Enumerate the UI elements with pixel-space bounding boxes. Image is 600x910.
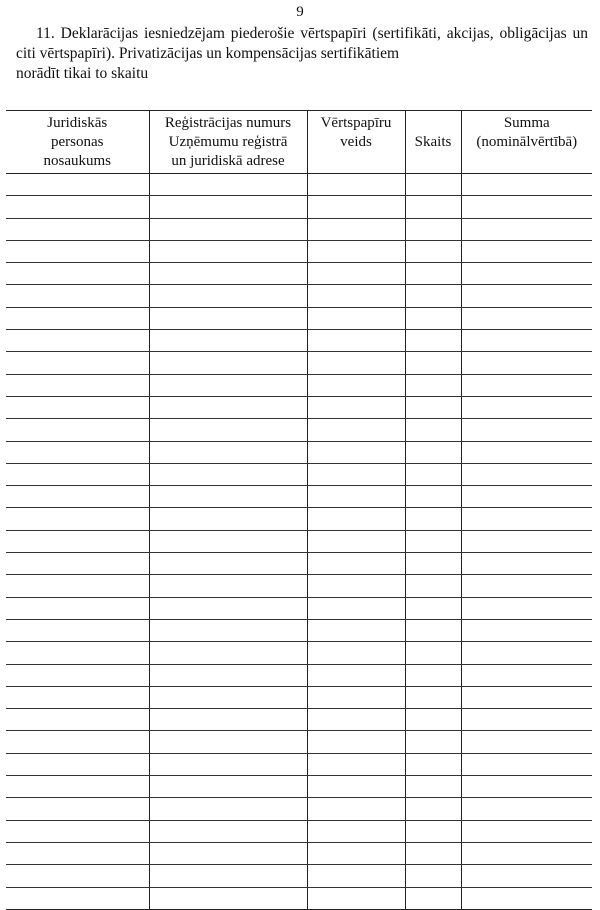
cell-security-type[interactable] [307, 575, 405, 597]
cell-registration-number[interactable] [149, 842, 307, 864]
cell-legal-entity-name[interactable] [6, 642, 149, 664]
table-row [6, 842, 592, 864]
cell-amount[interactable] [461, 798, 592, 820]
table-row [6, 240, 592, 262]
cell-amount[interactable] [461, 776, 592, 798]
table-row [6, 776, 592, 798]
cell-security-type[interactable] [307, 753, 405, 775]
table-row [6, 486, 592, 508]
securities-table [6, 110, 592, 910]
cell-amount[interactable] [461, 686, 592, 708]
cell-count[interactable] [405, 218, 461, 240]
cell-count[interactable] [405, 486, 461, 508]
cell-security-type[interactable] [307, 820, 405, 842]
table-row [6, 307, 592, 329]
cell-amount[interactable] [461, 218, 592, 240]
cell-amount[interactable] [461, 174, 592, 196]
col-header-amount: Summa (nominālvērtībā) [461, 111, 592, 174]
cell-amount[interactable] [461, 820, 592, 842]
table-row [6, 686, 592, 708]
cell-registration-number[interactable] [149, 374, 307, 396]
cell-amount[interactable] [461, 396, 592, 418]
cell-count[interactable] [405, 865, 461, 887]
cell-registration-number[interactable] [149, 441, 307, 463]
cell-legal-entity-name[interactable] [6, 798, 149, 820]
cell-security-type[interactable] [307, 263, 405, 285]
cell-legal-entity-name[interactable] [6, 776, 149, 798]
cell-security-type[interactable] [307, 664, 405, 686]
col-header-legal-entity-name: Juridiskās personas nosaukums [6, 111, 149, 174]
cell-security-type[interactable] [307, 842, 405, 864]
cell-count[interactable] [405, 619, 461, 641]
cell-legal-entity-name[interactable] [6, 285, 149, 307]
cell-security-type[interactable] [307, 240, 405, 262]
cell-registration-number[interactable] [149, 820, 307, 842]
table-row [6, 553, 592, 575]
table-row [6, 285, 592, 307]
cell-legal-entity-name[interactable] [6, 887, 149, 909]
cell-count[interactable] [405, 664, 461, 686]
cell-legal-entity-name[interactable] [6, 842, 149, 864]
table-row [6, 419, 592, 441]
col-header-security-type: Vērtspapīru veids [307, 111, 405, 174]
cell-amount[interactable] [461, 865, 592, 887]
table-row [6, 753, 592, 775]
cell-amount[interactable] [461, 731, 592, 753]
cell-security-type[interactable] [307, 508, 405, 530]
table-row [6, 218, 592, 240]
cell-registration-number[interactable] [149, 776, 307, 798]
cell-amount[interactable] [461, 709, 592, 731]
cell-amount[interactable] [461, 285, 592, 307]
cell-registration-number[interactable] [149, 530, 307, 552]
intro-text: 11. Deklarācijas iesniedzējam piederošie vērtspapīri (sertifikāti, akcijas, obligācijas un citi vērtspapīri). Privatizācijas un kompensācijas sertifikātiem [16, 25, 588, 62]
cell-legal-entity-name[interactable] [6, 419, 149, 441]
cell-legal-entity-name[interactable] [6, 686, 149, 708]
cell-legal-entity-name[interactable] [6, 240, 149, 262]
cell-count[interactable] [405, 240, 461, 262]
cell-count[interactable] [405, 597, 461, 619]
cell-count[interactable] [405, 887, 461, 909]
table-row [6, 597, 592, 619]
cell-count[interactable] [405, 196, 461, 218]
cell-security-type[interactable] [307, 619, 405, 641]
cell-count[interactable] [405, 508, 461, 530]
cell-legal-entity-name[interactable] [6, 664, 149, 686]
cell-registration-number[interactable] [149, 686, 307, 708]
intro-text-line2: norādīt tikai to skaitu [16, 65, 149, 82]
cell-count[interactable] [405, 820, 461, 842]
cell-registration-number[interactable] [149, 218, 307, 240]
cell-legal-entity-name[interactable] [6, 553, 149, 575]
cell-legal-entity-name[interactable] [6, 463, 149, 485]
cell-registration-number[interactable] [149, 664, 307, 686]
cell-amount[interactable] [461, 330, 592, 352]
cell-security-type[interactable] [307, 887, 405, 909]
cell-security-type[interactable] [307, 374, 405, 396]
table-row [6, 865, 592, 887]
cell-security-type[interactable] [307, 307, 405, 329]
cell-count[interactable] [405, 330, 461, 352]
table-body [6, 174, 592, 910]
cell-registration-number[interactable] [149, 508, 307, 530]
table-row [6, 575, 592, 597]
cell-count[interactable] [405, 575, 461, 597]
cell-count[interactable] [405, 530, 461, 552]
col-header-registration-number: Reģistrācijas numurs Uzņēmumu reģistrā un juridiskā adrese [149, 111, 307, 174]
cell-registration-number[interactable] [149, 575, 307, 597]
table-row [6, 731, 592, 753]
cell-count[interactable] [405, 842, 461, 864]
cell-registration-number[interactable] [149, 396, 307, 418]
cell-legal-entity-name[interactable] [6, 820, 149, 842]
cell-registration-number[interactable] [149, 330, 307, 352]
cell-registration-number[interactable] [149, 798, 307, 820]
table-row [6, 330, 592, 352]
cell-legal-entity-name[interactable] [6, 865, 149, 887]
cell-legal-entity-name[interactable] [6, 263, 149, 285]
cell-registration-number[interactable] [149, 263, 307, 285]
table-row [6, 887, 592, 909]
cell-registration-number[interactable] [149, 553, 307, 575]
cell-legal-entity-name[interactable] [6, 731, 149, 753]
table-row [6, 352, 592, 374]
table-row [6, 820, 592, 842]
table-header-row [6, 111, 592, 174]
cell-registration-number[interactable] [149, 887, 307, 909]
cell-registration-number[interactable] [149, 619, 307, 641]
cell-count[interactable] [405, 441, 461, 463]
cell-security-type[interactable] [307, 419, 405, 441]
cell-count[interactable] [405, 374, 461, 396]
cell-security-type[interactable] [307, 553, 405, 575]
cell-legal-entity-name[interactable] [6, 174, 149, 196]
table-row [6, 619, 592, 641]
cell-security-type[interactable] [307, 642, 405, 664]
cell-count[interactable] [405, 776, 461, 798]
cell-amount[interactable] [461, 352, 592, 374]
table-row [6, 263, 592, 285]
cell-security-type[interactable] [307, 486, 405, 508]
cell-legal-entity-name[interactable] [6, 753, 149, 775]
cell-security-type[interactable] [307, 776, 405, 798]
cell-security-type[interactable] [307, 463, 405, 485]
cell-registration-number[interactable] [149, 240, 307, 262]
cell-count[interactable] [405, 285, 461, 307]
cell-security-type[interactable] [307, 174, 405, 196]
table-row [6, 642, 592, 664]
cell-legal-entity-name[interactable] [6, 486, 149, 508]
cell-security-type[interactable] [307, 865, 405, 887]
cell-registration-number[interactable] [149, 463, 307, 485]
cell-legal-entity-name[interactable] [6, 597, 149, 619]
cell-security-type[interactable] [307, 530, 405, 552]
cell-count[interactable] [405, 263, 461, 285]
section-intro [16, 24, 588, 84]
cell-amount[interactable] [461, 419, 592, 441]
cell-amount[interactable] [461, 553, 592, 575]
cell-count[interactable] [405, 174, 461, 196]
cell-count[interactable] [405, 352, 461, 374]
cell-amount[interactable] [461, 486, 592, 508]
cell-legal-entity-name[interactable] [6, 218, 149, 240]
cell-registration-number[interactable] [149, 174, 307, 196]
cell-count[interactable] [405, 686, 461, 708]
cell-count[interactable] [405, 419, 461, 441]
cell-legal-entity-name[interactable] [6, 374, 149, 396]
cell-amount[interactable] [461, 597, 592, 619]
cell-amount[interactable] [461, 374, 592, 396]
cell-registration-number[interactable] [149, 753, 307, 775]
cell-security-type[interactable] [307, 709, 405, 731]
cell-legal-entity-name[interactable] [6, 396, 149, 418]
cell-legal-entity-name[interactable] [6, 619, 149, 641]
table-row [6, 508, 592, 530]
cell-amount[interactable] [461, 664, 592, 686]
table-row [6, 709, 592, 731]
cell-amount[interactable] [461, 887, 592, 909]
table-row [6, 196, 592, 218]
cell-amount[interactable] [461, 530, 592, 552]
cell-legal-entity-name[interactable] [6, 530, 149, 552]
cell-amount[interactable] [461, 575, 592, 597]
cell-amount[interactable] [461, 842, 592, 864]
cell-registration-number[interactable] [149, 196, 307, 218]
table-row [6, 798, 592, 820]
cell-amount[interactable] [461, 753, 592, 775]
cell-amount[interactable] [461, 619, 592, 641]
cell-legal-entity-name[interactable] [6, 196, 149, 218]
cell-security-type[interactable] [307, 285, 405, 307]
cell-legal-entity-name[interactable] [6, 508, 149, 530]
cell-count[interactable] [405, 642, 461, 664]
table-row [6, 396, 592, 418]
cell-security-type[interactable] [307, 686, 405, 708]
table-row [6, 441, 592, 463]
cell-amount[interactable] [461, 307, 592, 329]
cell-security-type[interactable] [307, 352, 405, 374]
cell-registration-number[interactable] [149, 709, 307, 731]
cell-registration-number[interactable] [149, 307, 307, 329]
cell-legal-entity-name[interactable] [6, 352, 149, 374]
cell-security-type[interactable] [307, 441, 405, 463]
cell-amount[interactable] [461, 441, 592, 463]
cell-count[interactable] [405, 753, 461, 775]
cell-security-type[interactable] [307, 218, 405, 240]
cell-security-type[interactable] [307, 731, 405, 753]
cell-registration-number[interactable] [149, 597, 307, 619]
cell-security-type[interactable] [307, 798, 405, 820]
cell-count[interactable] [405, 553, 461, 575]
cell-registration-number[interactable] [149, 486, 307, 508]
cell-registration-number[interactable] [149, 865, 307, 887]
cell-amount[interactable] [461, 642, 592, 664]
cell-registration-number[interactable] [149, 731, 307, 753]
cell-amount[interactable] [461, 196, 592, 218]
cell-registration-number[interactable] [149, 642, 307, 664]
cell-registration-number[interactable] [149, 352, 307, 374]
cell-legal-entity-name[interactable] [6, 709, 149, 731]
cell-registration-number[interactable] [149, 285, 307, 307]
cell-count[interactable] [405, 731, 461, 753]
cell-amount[interactable] [461, 240, 592, 262]
cell-security-type[interactable] [307, 330, 405, 352]
cell-count[interactable] [405, 396, 461, 418]
cell-registration-number[interactable] [149, 419, 307, 441]
cell-legal-entity-name[interactable] [6, 575, 149, 597]
cell-legal-entity-name[interactable] [6, 441, 149, 463]
table-row [6, 463, 592, 485]
cell-legal-entity-name[interactable] [6, 330, 149, 352]
cell-amount[interactable] [461, 263, 592, 285]
cell-count[interactable] [405, 307, 461, 329]
page-number: 9 [296, 4, 304, 20]
cell-amount[interactable] [461, 508, 592, 530]
cell-legal-entity-name[interactable] [6, 307, 149, 329]
cell-security-type[interactable] [307, 396, 405, 418]
col-header-count: Skaits [405, 111, 461, 174]
table-row [6, 174, 592, 196]
table-row [6, 530, 592, 552]
cell-amount[interactable] [461, 463, 592, 485]
table-row [6, 664, 592, 686]
cell-security-type[interactable] [307, 597, 405, 619]
cell-security-type[interactable] [307, 196, 405, 218]
cell-count[interactable] [405, 709, 461, 731]
cell-count[interactable] [405, 463, 461, 485]
table-row [6, 374, 592, 396]
cell-count[interactable] [405, 798, 461, 820]
